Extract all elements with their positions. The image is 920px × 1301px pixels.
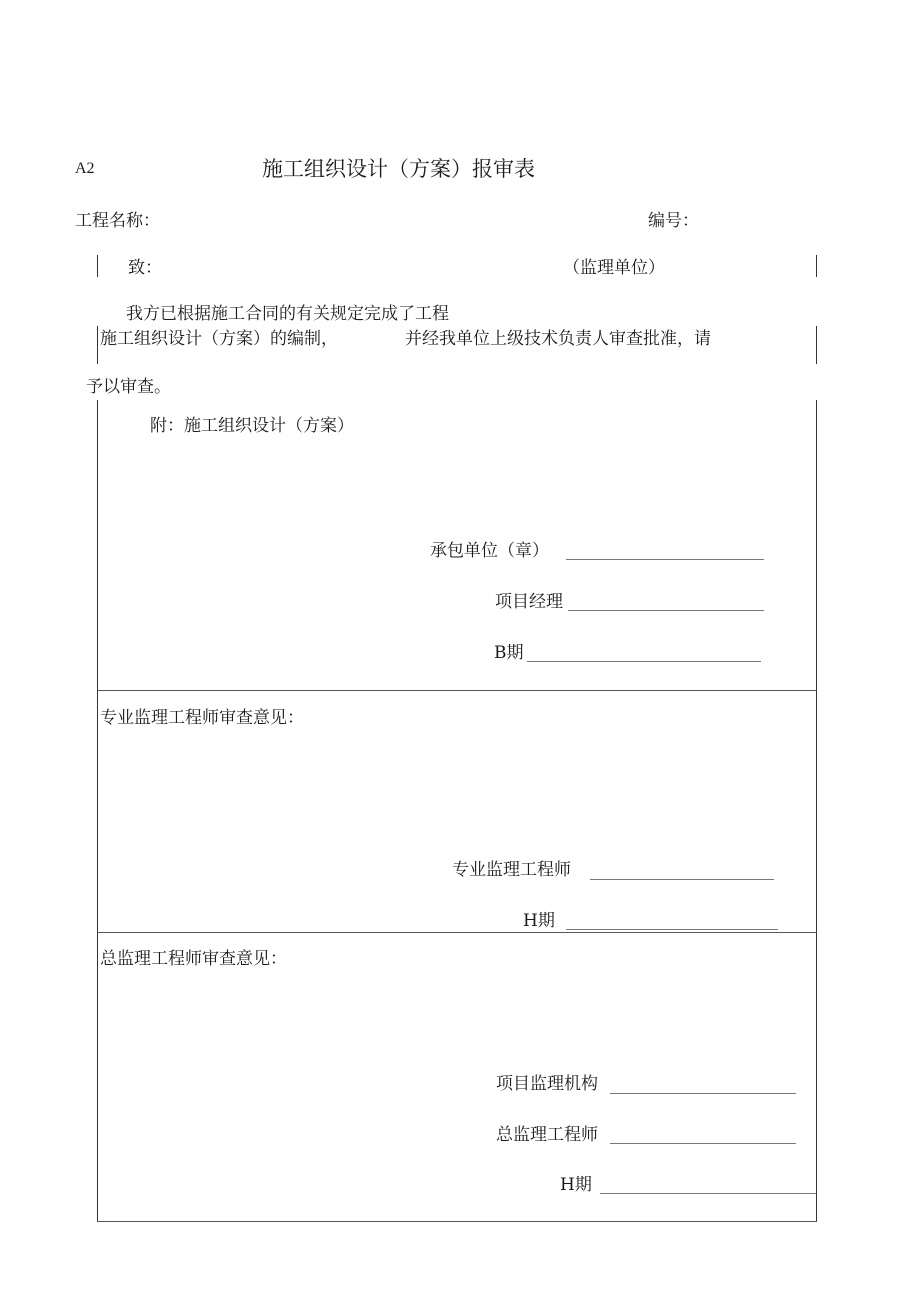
table-left-border-top <box>97 255 98 277</box>
contractor-unit-label: 承包单位（章） <box>430 541 549 561</box>
specialist-engineer-line[interactable] <box>590 879 774 880</box>
supervisor-unit-label: （监理单位） <box>563 258 665 278</box>
specialist-date-label: H期 <box>523 911 555 931</box>
section-divider-2 <box>97 932 817 933</box>
chief-date-line[interactable] <box>600 1193 816 1194</box>
specialist-engineer-label: 专业监理工程师 <box>452 860 571 880</box>
specialist-heading: 专业监理工程师审查意见： <box>100 708 304 728</box>
chief-date-label: H期 <box>560 1175 592 1195</box>
specialist-date-line[interactable] <box>566 929 778 930</box>
chief-heading: 总监理工程师审查意见： <box>100 949 287 969</box>
project-name-label: 工程名称： <box>75 211 160 231</box>
supervision-org-label: 项目监理机构 <box>496 1074 598 1094</box>
contractor-date-label: B期 <box>494 643 524 663</box>
attachment-label: 附：施工组织设计（方案） <box>150 416 354 436</box>
contractor-date-line[interactable] <box>527 661 761 662</box>
body-line-1: 我方已根据施工合同的有关规定完成了工程 <box>126 304 449 324</box>
chief-engineer-line[interactable] <box>610 1143 796 1144</box>
body-line-3: 予以审查。 <box>86 377 171 397</box>
project-manager-line[interactable] <box>568 610 764 611</box>
to-label: 致： <box>128 258 162 278</box>
table-right-border-mid <box>816 326 817 364</box>
serial-number-label: 编号： <box>648 211 699 231</box>
chief-engineer-label: 总监理工程师 <box>496 1125 598 1145</box>
table-left-border <box>97 400 98 1222</box>
body-line-2a: 施工组织设计（方案）的编制， <box>100 329 338 349</box>
page-title: 施工组织设计（方案）报审表 <box>262 157 535 181</box>
contractor-unit-line[interactable] <box>566 559 764 560</box>
table-right-border <box>816 400 817 1222</box>
table-right-border-top <box>816 255 817 277</box>
table-left-border-mid <box>97 326 98 364</box>
section-divider-1 <box>97 690 817 691</box>
supervision-org-line[interactable] <box>610 1093 796 1094</box>
form-code: A2 <box>75 160 95 177</box>
project-manager-label: 项目经理 <box>495 592 563 612</box>
body-line-2b: 并经我单位上级技术负责人审查批准，请 <box>405 329 711 349</box>
table-bottom-border <box>97 1221 817 1222</box>
